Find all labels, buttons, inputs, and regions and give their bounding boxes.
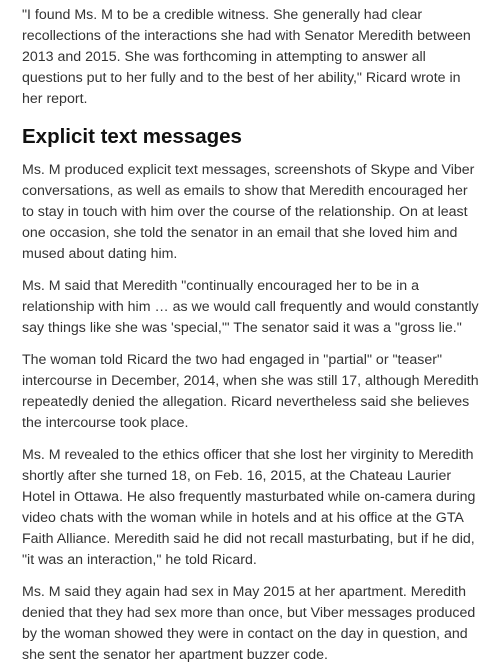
- article-paragraph: Ms. M said they again had sex in May 2015 at her apartment. Meredith denied that they had sex more than once, but Viber messages produced by the woman showed they were in contact on the day in question, and she sent the senator her apartment buzzer code.: [22, 584, 476, 663]
- paragraph-spacer: [22, 571, 482, 582]
- article-paragraph: The woman told Ricard the two had engaged in "partial" or "teaser" intercourse in December, 2014, when she was still 17, although Meredith repeatedly denied the allegation. Ricard nevertheless said she believes the intercourse took place.: [22, 352, 479, 431]
- article-paragraph: Ms. M produced explicit text messages, screenshots of Skype and Viber conversations, as well as emails to show that Meredith encouraged her to stay in touch with him over the course of the relationship. On at least one occasion, she told the senator in an email that she loved him and mused about dating him.: [22, 162, 475, 262]
- article-paragraph: Ms. M said that Meredith "continually encouraged her to be in a relationship with him … as we would call frequently and would constantly say things like she was 'special,'" The senator said it was a "gross lie.": [22, 278, 479, 336]
- section-heading: Explicit text messages: [22, 125, 242, 148]
- paragraph-spacer: [22, 339, 482, 350]
- article-paragraph: Ms. M revealed to the ethics officer that she lost her virginity to Meredith shortly after she turned 18, on Feb. 16, 2015, at the Chateau Laurier Hotel in Ottawa. He also frequently masturbated while on-camera during video chats with the woman while in hotels and at his office at the GTA Faith Alliance. Meredith said he did not recall masturbating, but if he did, "it was an interaction," he told Ricard.: [22, 447, 476, 568]
- paragraph-spacer: [22, 434, 482, 445]
- paragraph-spacer: [22, 265, 482, 276]
- article-paragraph-quote: "I found Ms. M to be a credible witness. She generally had clear recollections of the interactions she had with Senator Meredith between 2013 and 2015. She was forthcoming in attempting to answer all questions put to her fully and to the best of her ability," Ricard wrote in her report.: [22, 7, 471, 107]
